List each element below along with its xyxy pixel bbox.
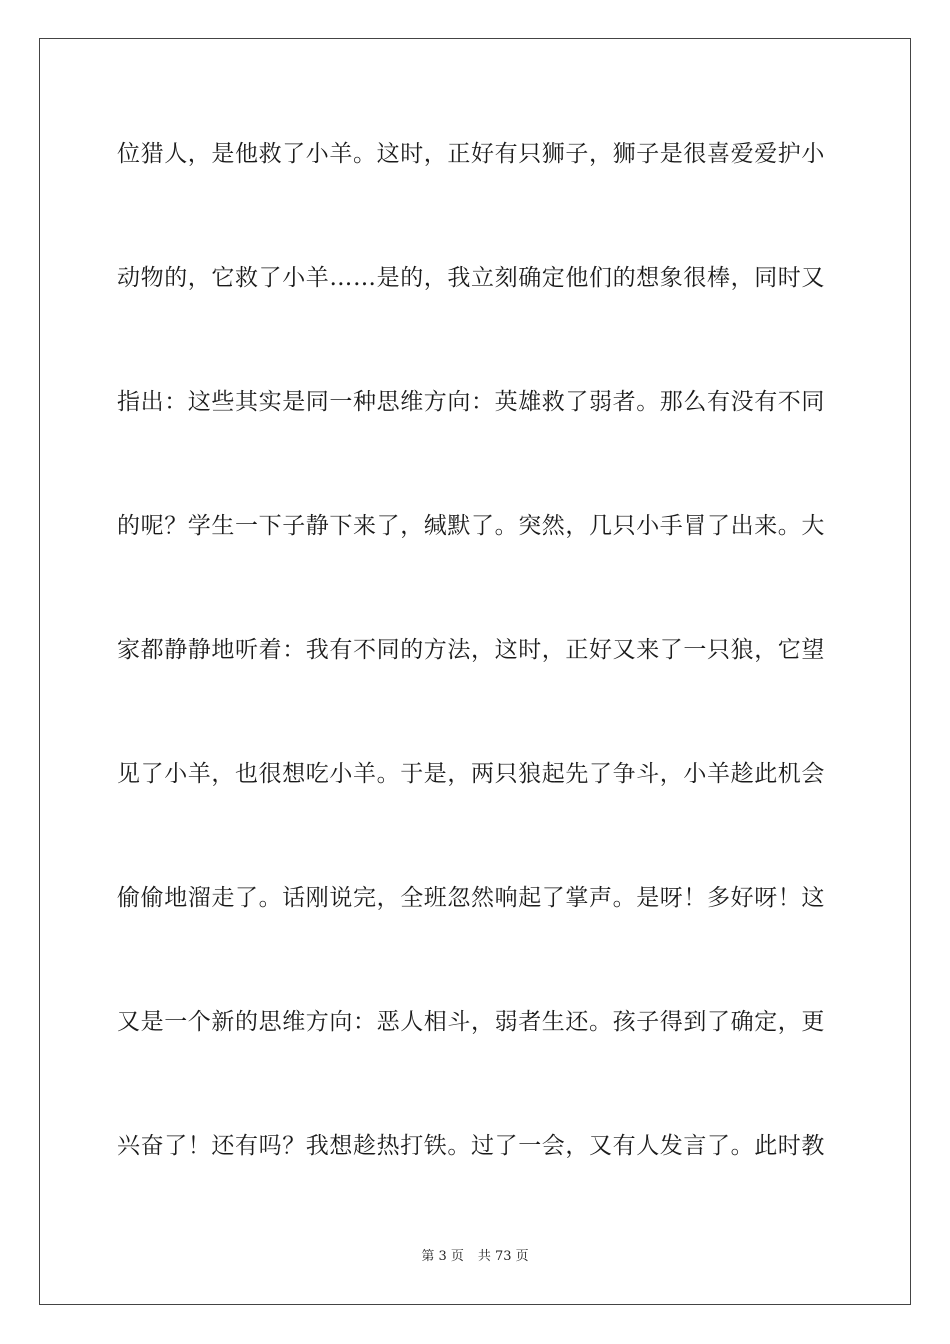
text-line-9: 兴奋了！还有吗？我想趁热打铁。过了一会，又有人发言了。此时教 bbox=[117, 1133, 825, 1159]
page-total: 共 73 页 bbox=[477, 1249, 529, 1264]
text-line-2: 动物的，它救了小羊……是的，我立刻确定他们的想象很棒，同时又 bbox=[117, 265, 825, 291]
page-border bbox=[39, 38, 911, 1305]
text-line-6: 见了小羊，也很想吃小羊。于是，两只狼起先了争斗，小羊趁此机会 bbox=[117, 761, 825, 787]
text-line-8: 又是一个新的思维方向：恶人相斗，弱者生还。孩子得到了确定，更 bbox=[117, 1009, 825, 1035]
text-line-4: 的呢？学生一下子静下来了，缄默了。突然，几只小手冒了出来。大 bbox=[117, 513, 825, 539]
page-footer bbox=[0, 1248, 950, 1266]
page-number: 第 3 页 bbox=[421, 1249, 464, 1264]
text-line-7: 偷偷地溜走了。话刚说完，全班忽然响起了掌声。是呀！多好呀！这 bbox=[117, 885, 825, 911]
text-line-5: 家都静静地听着：我有不同的方法，这时，正好又来了一只狼，它望 bbox=[117, 637, 825, 663]
text-line-1: 位猎人，是他救了小羊。这时，正好有只狮子，狮子是很喜爱爱护小 bbox=[117, 141, 825, 167]
text-line-3: 指出：这些其实是同一种思维方向：英雄救了弱者。那么有没有不同 bbox=[117, 389, 825, 415]
